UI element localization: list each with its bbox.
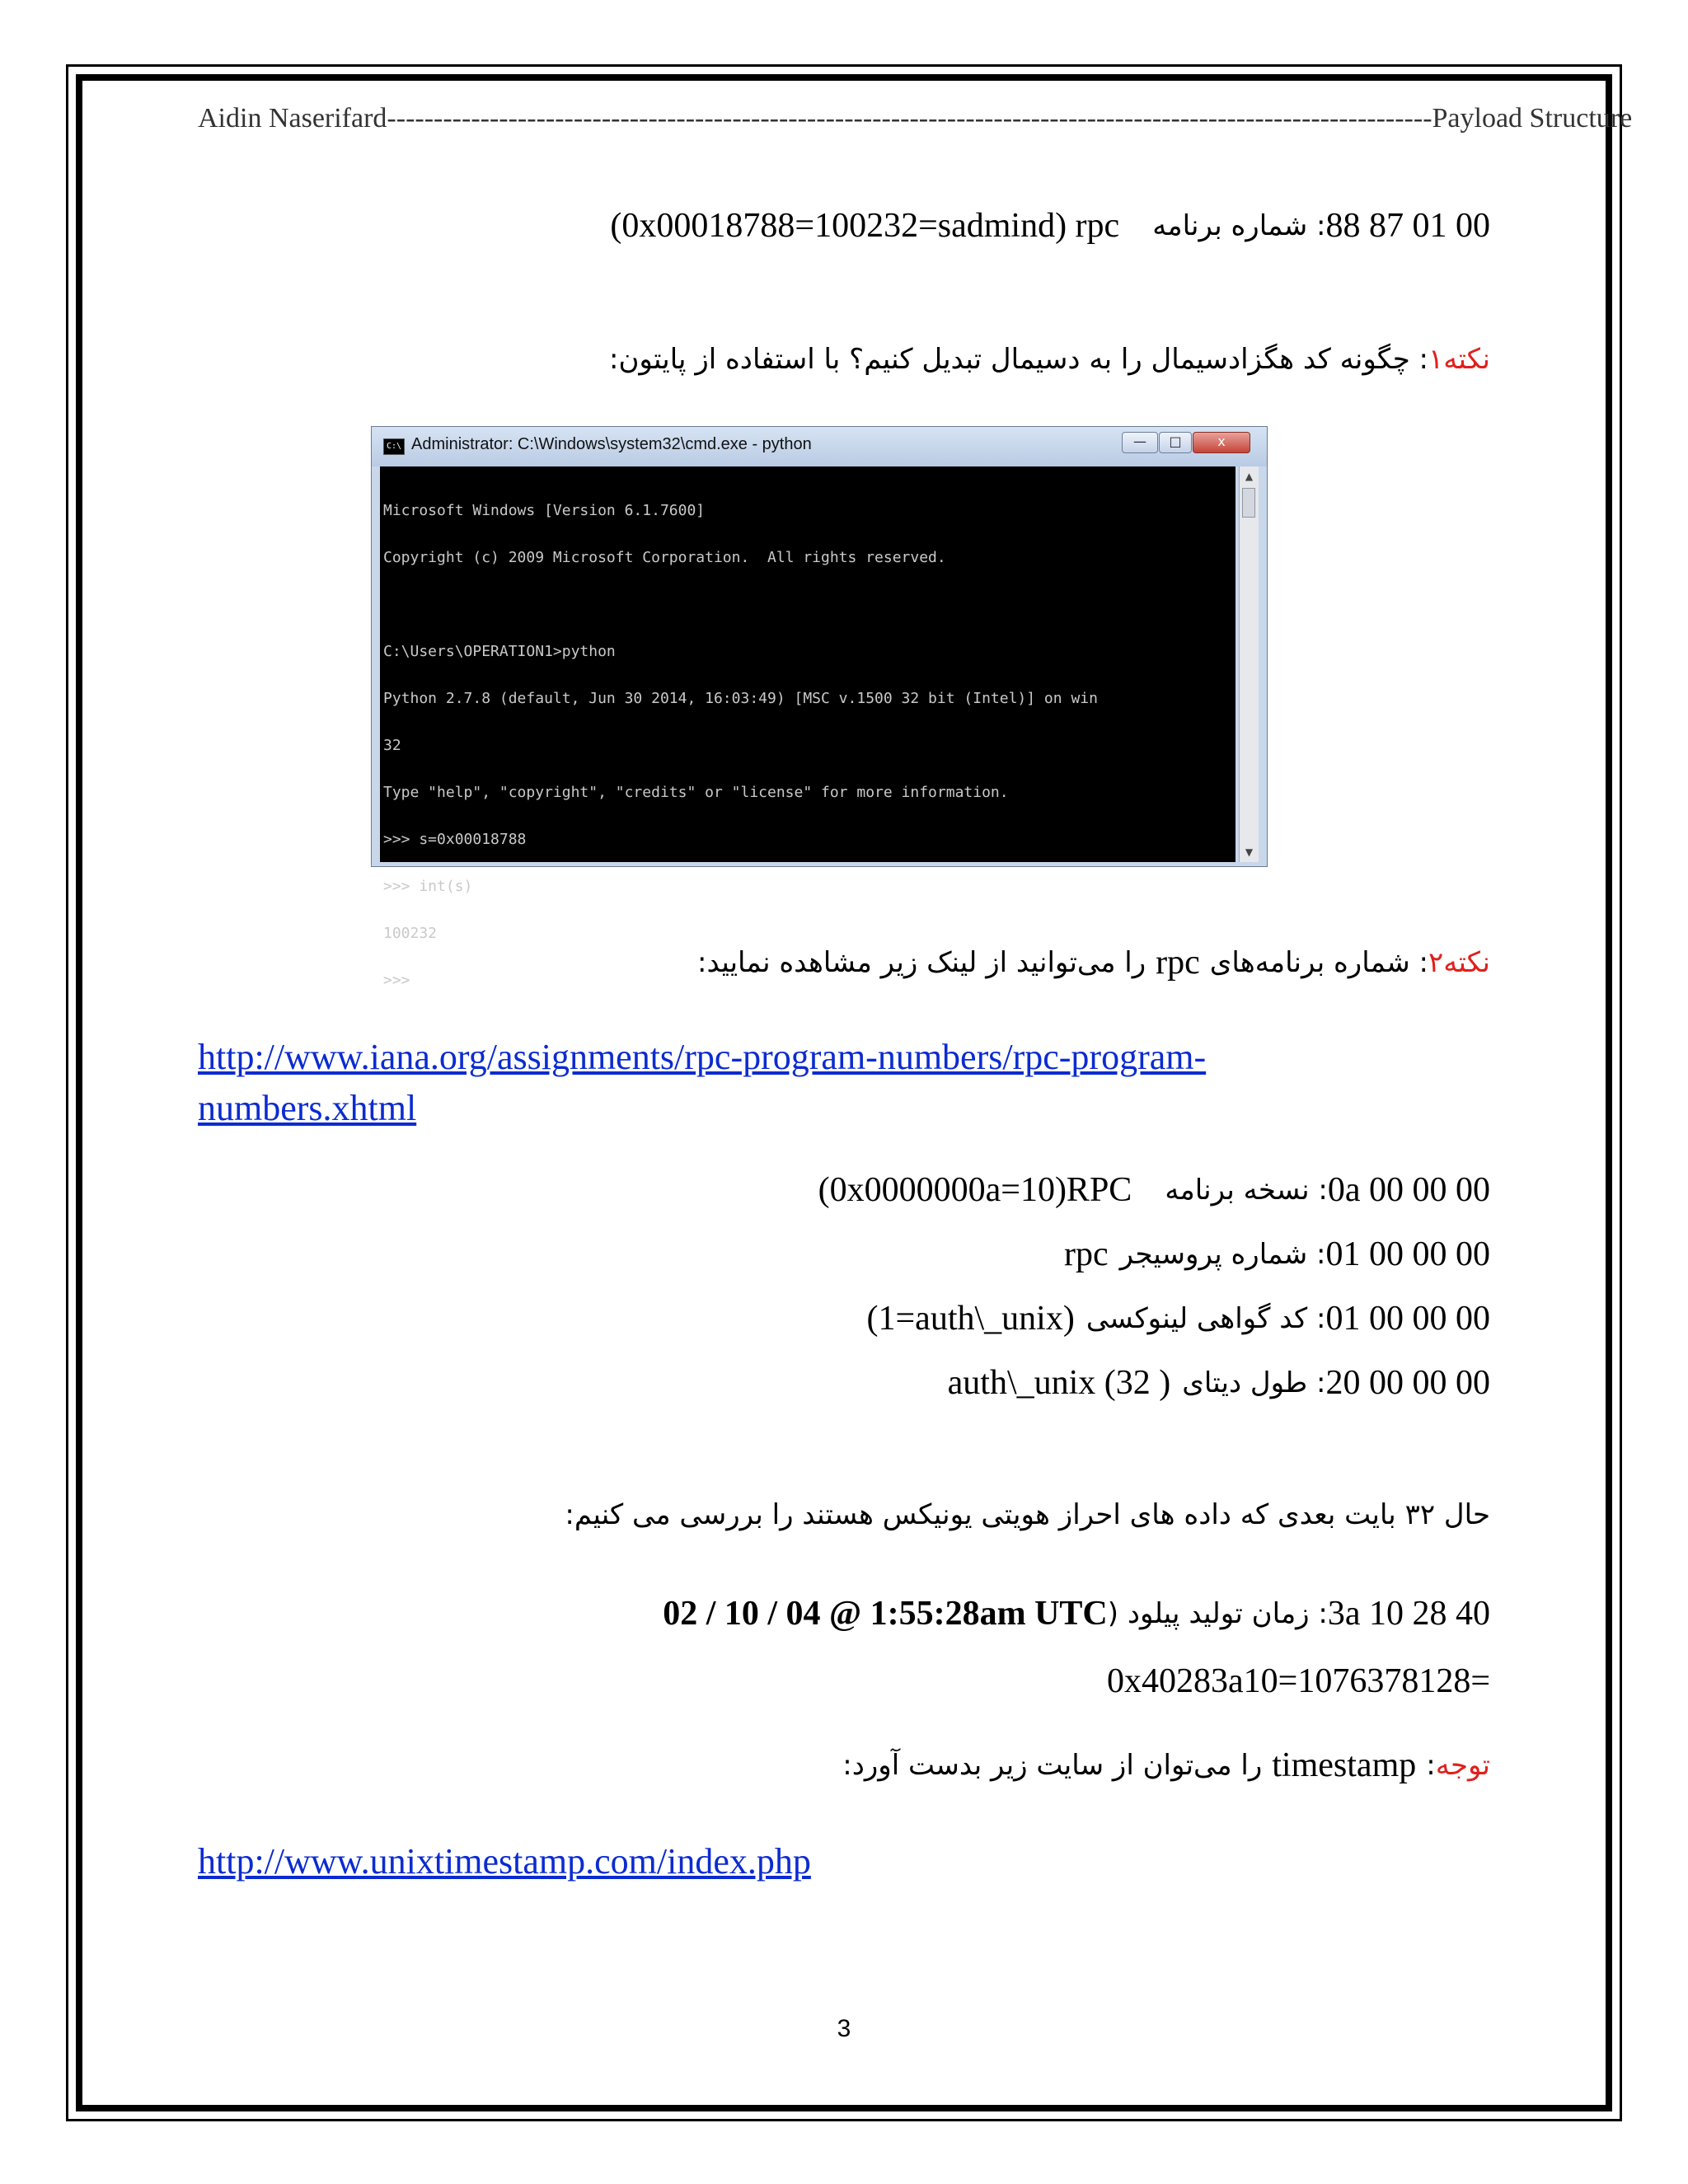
iana-link[interactable] bbox=[198, 1032, 1206, 1134]
field-row-version bbox=[198, 1165, 1490, 1215]
console-line: Microsoft Windows [Version 6.1.7600] bbox=[383, 502, 706, 519]
paragraph-next-bytes bbox=[198, 1490, 1490, 1540]
scroll-thumb[interactable] bbox=[1242, 488, 1255, 518]
header-author: Aidin Naserifard bbox=[198, 103, 387, 134]
scroll-up-arrow-icon[interactable]: ▲ bbox=[1245, 471, 1254, 482]
scroll-down-arrow-icon[interactable]: ▼ bbox=[1245, 846, 1254, 858]
note3-text-after: را می‌توان از سایت زیر بدست آورد: bbox=[842, 1749, 1263, 1782]
console-line bbox=[383, 597, 1098, 612]
note2-rpc: rpc bbox=[1156, 944, 1200, 982]
note2-line bbox=[198, 938, 1490, 987]
maximize-button[interactable]: □ bbox=[1159, 432, 1192, 453]
timestamp-value: 02 / 10 / 04 @ 1:55:28am UTC bbox=[663, 1595, 1108, 1633]
field-value: rpc bbox=[1063, 1235, 1109, 1273]
cmd-icon: C:\ bbox=[383, 438, 405, 455]
close-button[interactable]: x bbox=[1193, 432, 1250, 453]
field-label: : شماره پروسیجر bbox=[1119, 1238, 1326, 1271]
note3-timestamp-term: timestamp bbox=[1272, 1746, 1417, 1784]
console-line: Python 2.7.8 (default, Jun 30 2014, 16:03:49) [MSC v.1500 32 bit (Intel)] on win bbox=[383, 690, 1098, 707]
note1-title: نکته۱ bbox=[1428, 343, 1490, 376]
cmd-title-bar bbox=[372, 427, 1267, 466]
field-bytes: 00 00 00 01 bbox=[1325, 1300, 1490, 1338]
field-value: auth\_unix (32 ) bbox=[947, 1364, 1171, 1402]
console-line: >>> bbox=[383, 972, 410, 989]
field-value: (1=auth\_unix) bbox=[866, 1300, 1075, 1338]
header-title: Payload Structure bbox=[1432, 103, 1633, 134]
iana-link-line1[interactable]: http://www.iana.org/assignments/rpc-program-numbers/rpc-program- bbox=[198, 1037, 1207, 1077]
console-line: >>> s=0x00018788 bbox=[383, 831, 527, 848]
header-dashes: ---------------------------------------------------------------------------------------------------------------- bbox=[387, 103, 1432, 134]
console-line: Copyright (c) 2009 Microsoft Corporation. All rights reserved. bbox=[383, 549, 946, 566]
note3-colon: : bbox=[1426, 1749, 1436, 1782]
cmd-scrollbar[interactable] bbox=[1239, 466, 1259, 862]
field-bytes: 00 00 00 01 bbox=[1325, 1235, 1490, 1273]
note2-title: نکته۲ bbox=[1428, 946, 1490, 979]
timestamp-bytes: 40 28 3a 10 bbox=[1327, 1595, 1490, 1633]
field-row-auth-length bbox=[198, 1358, 1490, 1408]
note1-text: : چگونه کد هگزادسیمال را به دسیمال تبدیل کنیم؟ با استفاده از پایتون: bbox=[608, 343, 1428, 376]
field-label: : کد گواهی لینوکسی bbox=[1085, 1302, 1326, 1335]
paragraph-text: حال ۳۲ بایت بعدی که داده های احراز هویتی یونیکس هستند را بررسی می کنیم: bbox=[565, 1498, 1490, 1531]
field-row-procedure bbox=[198, 1230, 1490, 1279]
rpc-program-line bbox=[198, 201, 1490, 251]
timestamp-conversion: 0x40283a10=1076378128= bbox=[1106, 1662, 1490, 1700]
console-line: Type "help", "copyright", "credits" or "license" for more information. bbox=[383, 784, 1009, 801]
timestamp-label: : زمان تولید پیلود ( bbox=[1107, 1597, 1328, 1630]
note2-text-after: را می‌توانید از لینک زیر مشاهده نمایید: bbox=[697, 946, 1146, 979]
field-label: : طول دیتای bbox=[1182, 1366, 1326, 1399]
rpc-program-value: (0x00018788=100232=sadmind) rpc bbox=[610, 207, 1120, 245]
minimize-button[interactable]: — bbox=[1122, 432, 1158, 453]
console-line: 100232 bbox=[383, 925, 438, 942]
page-header bbox=[198, 97, 1633, 140]
page-number: 3 bbox=[837, 2015, 851, 2042]
note1-line bbox=[198, 335, 1490, 384]
console-line: C:\Users\OPERATION1>python bbox=[383, 643, 616, 660]
note3-line bbox=[198, 1741, 1490, 1790]
field-row-auth-code bbox=[198, 1294, 1490, 1343]
timestamp-line bbox=[198, 1587, 1490, 1640]
field-bytes: 00 00 00 0a bbox=[1327, 1171, 1490, 1209]
rpc-program-bytes: 00 01 87 88 bbox=[1325, 207, 1490, 245]
note3-title: توجه bbox=[1435, 1749, 1490, 1782]
field-value: (0x0000000a=10)RPC bbox=[818, 1171, 1132, 1209]
note2-text-before: : شماره برنامه‌های bbox=[1209, 946, 1428, 979]
rpc-program-label: : شماره برنامه bbox=[1152, 209, 1326, 242]
field-bytes: 00 00 00 20 bbox=[1325, 1364, 1490, 1402]
console-line: >>> int(s) bbox=[383, 878, 473, 895]
unixtimestamp-link[interactable]: http://www.unixtimestamp.com/index.php bbox=[198, 1841, 811, 1882]
console-line: 32 bbox=[383, 737, 401, 754]
iana-link-line2[interactable]: numbers.xhtml bbox=[198, 1088, 417, 1128]
field-label: : نسخه برنامه bbox=[1165, 1174, 1328, 1207]
timestamp-conversion-line bbox=[198, 1655, 1490, 1708]
cmd-title-text: Administrator: C:\Windows\system32\cmd.exe - python bbox=[411, 435, 812, 453]
